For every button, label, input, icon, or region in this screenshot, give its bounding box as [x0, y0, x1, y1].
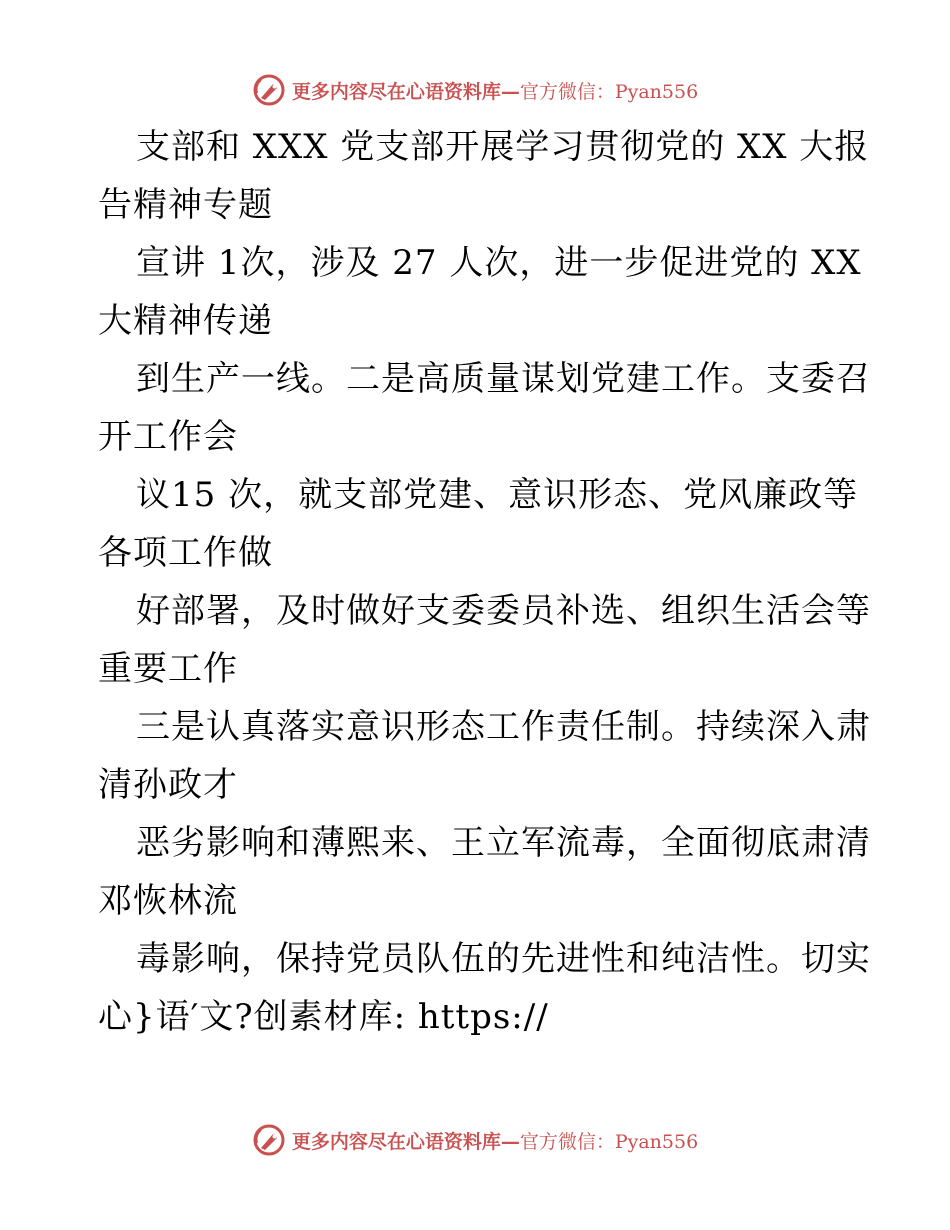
body-line: 大精神传递 — [98, 301, 273, 341]
footer-banner — [0, 1120, 950, 1160]
body-line: 三是认真落实意识形态工作责任制。持续深入肃 — [136, 707, 871, 747]
body-line: 好部署，及时做好支委委员补选、组织生活会等 — [136, 591, 871, 631]
body-line: 支部和 XXX 党支部开展学习贯彻党的 XX 大报 — [136, 127, 870, 167]
footer-banner-title: 更多内容尽在心语资料库— — [291, 1130, 520, 1153]
body-line: 开工作会 — [98, 417, 238, 457]
document-body — [98, 118, 871, 1046]
pen-nib-circle-icon — [252, 1123, 286, 1157]
body-line: 清孙政才 — [98, 765, 238, 805]
footer-banner-text — [292, 1127, 698, 1154]
header-banner-title: 更多内容尽在心语资料库— — [291, 80, 520, 103]
body-line: 邓恢林流 — [98, 881, 238, 921]
footer-banner-wechat: 官方微信：Pyan556 — [519, 1130, 699, 1153]
body-line: 告精神专题 — [98, 185, 273, 225]
body-line: 心}语′文?创素材库: https:// — [98, 997, 549, 1037]
pen-nib-circle-icon — [252, 73, 286, 107]
body-line: 毒影响，保持党员队伍的先进性和纯洁性。切实 — [136, 939, 871, 979]
body-line: 恶劣影响和薄熙来、王立军流毒，全面彻底肃清 — [136, 823, 871, 863]
body-line: 宣讲 1次，涉及 27 人次，进一步促进党的 XX — [136, 243, 862, 283]
body-line: 议15 次，就支部党建、意识形态、党风廉政等 — [136, 475, 859, 515]
header-banner-text — [292, 77, 698, 104]
body-line: 各项工作做 — [98, 533, 273, 573]
body-line: 重要工作 — [98, 649, 238, 689]
header-banner-wechat: 官方微信：Pyan556 — [519, 80, 699, 103]
body-line: 到生产一线。二是高质量谋划党建工作。支委召 — [136, 359, 871, 399]
header-banner — [0, 70, 950, 110]
